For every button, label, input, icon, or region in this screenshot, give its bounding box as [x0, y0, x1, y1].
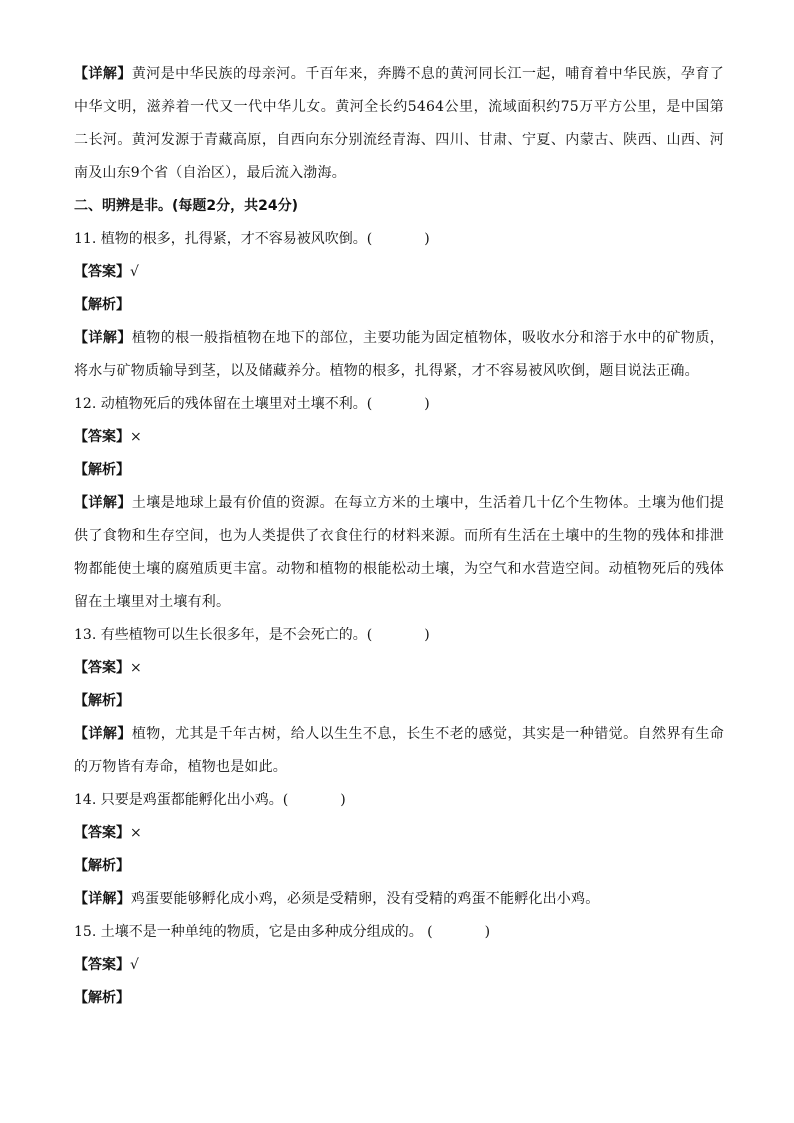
analysis-tag: 【解析】: [74, 990, 130, 1006]
analysis-line: [74, 454, 724, 487]
section-heading: 二、明辨是非。(每题2分，共24分): [74, 198, 299, 214]
answer-value: √: [130, 957, 139, 973]
analysis-line: [74, 982, 724, 1015]
detail-tag: 【详解】: [74, 330, 132, 346]
detail-text: 鸡蛋要能够孵化成小鸡，必须是受精卵，没有受精的鸡蛋不能孵化出小鸡。: [130, 891, 600, 907]
analysis-tag: 【解析】: [74, 858, 130, 874]
question-stem: 13. 有些植物可以生长很多年，是不会死亡的。( ): [74, 627, 430, 643]
question-stem: 12. 动植物死后的残体留在土壤里对土壤不利。( ): [74, 396, 430, 412]
detail-text: 植物，尤其是千年古树，给人以生生不息，长生不老的感觉，其实是一种错觉。自然界有生命的万物皆有寿命，植物也是如此。: [74, 726, 724, 775]
answer-tag: 【答案】: [74, 429, 130, 445]
detail-paragraph: [74, 883, 724, 916]
detail-tag: 【详解】: [74, 66, 132, 82]
document-page: [74, 58, 724, 1015]
analysis-line: [74, 850, 724, 883]
question-stem: 14. 只要是鸡蛋都能孵化出小鸡。( ): [74, 792, 346, 808]
detail-text: 植物的根一般指植物在地下的部位，主要功能为固定植物体，吸收水分和溶于水中的矿物质，将水与矿物质输导到茎，以及储藏养分。植物的根多，扎得紧，才不容易被风吹倒，题目说法正确。: [74, 330, 724, 379]
detail-paragraph: [74, 322, 724, 388]
analysis-tag: 【解析】: [74, 693, 130, 709]
detail-text: 黄河是中华民族的母亲河。千百年来，奔腾不息的黄河同长江一起，哺育着中华民族，孕育了中华文明，滋养着一代又一代中华儿女。黄河全长约5464公里，流域面积约75万平方公里，是中国第二长河。黄河发源于青藏高原，自西向东分别流经青海、四川、甘肃、宁夏、内蒙古、陕西、山西、河南及山东9个省（自治区），最后流入渤海。: [74, 66, 724, 181]
detail-text: 土壤是地球上最有价值的资源。在每立方米的土壤中，生活着几十亿个生物体。土壤为他们提供了食物和生存空间，也为人类提供了衣食住行的材料来源。而所有生活在土壤中的生物的残体和排泄物都能使土壤的腐殖质更丰富。动物和植物的根能松动土壤，为空气和水营造空间。动植物死后的残体留在土壤里对土壤有利。: [74, 495, 724, 610]
analysis-line: [74, 685, 724, 718]
intro-detail-paragraph: [74, 58, 724, 190]
analysis-tag: 【解析】: [74, 462, 130, 478]
detail-paragraph: [74, 487, 724, 619]
answer-line: [74, 949, 724, 982]
answer-tag: 【答案】: [74, 264, 130, 280]
analysis-tag: 【解析】: [74, 297, 130, 313]
answer-value: √: [130, 264, 139, 280]
answer-value: ×: [130, 660, 142, 676]
question-stem: 15. 土壤不是一种单纯的物质，它是由多种成分组成的。 ( ): [74, 924, 491, 940]
detail-tag: 【详解】: [74, 726, 132, 742]
detail-tag: 【详解】: [74, 891, 131, 907]
answer-tag: 【答案】: [74, 957, 130, 973]
answer-line: [74, 421, 724, 454]
detail-tag: 【详解】: [74, 495, 132, 511]
answer-line: [74, 817, 724, 850]
answer-tag: 【答案】: [74, 660, 130, 676]
answer-tag: 【答案】: [74, 825, 130, 841]
answer-value: ×: [130, 429, 142, 445]
answer-line: [74, 256, 724, 289]
analysis-line: [74, 289, 724, 322]
answer-value: ×: [130, 825, 142, 841]
answer-line: [74, 652, 724, 685]
question-stem: 11. 植物的根多，扎得紧，才不容易被风吹倒。( ): [74, 231, 430, 247]
detail-paragraph: [74, 718, 724, 784]
